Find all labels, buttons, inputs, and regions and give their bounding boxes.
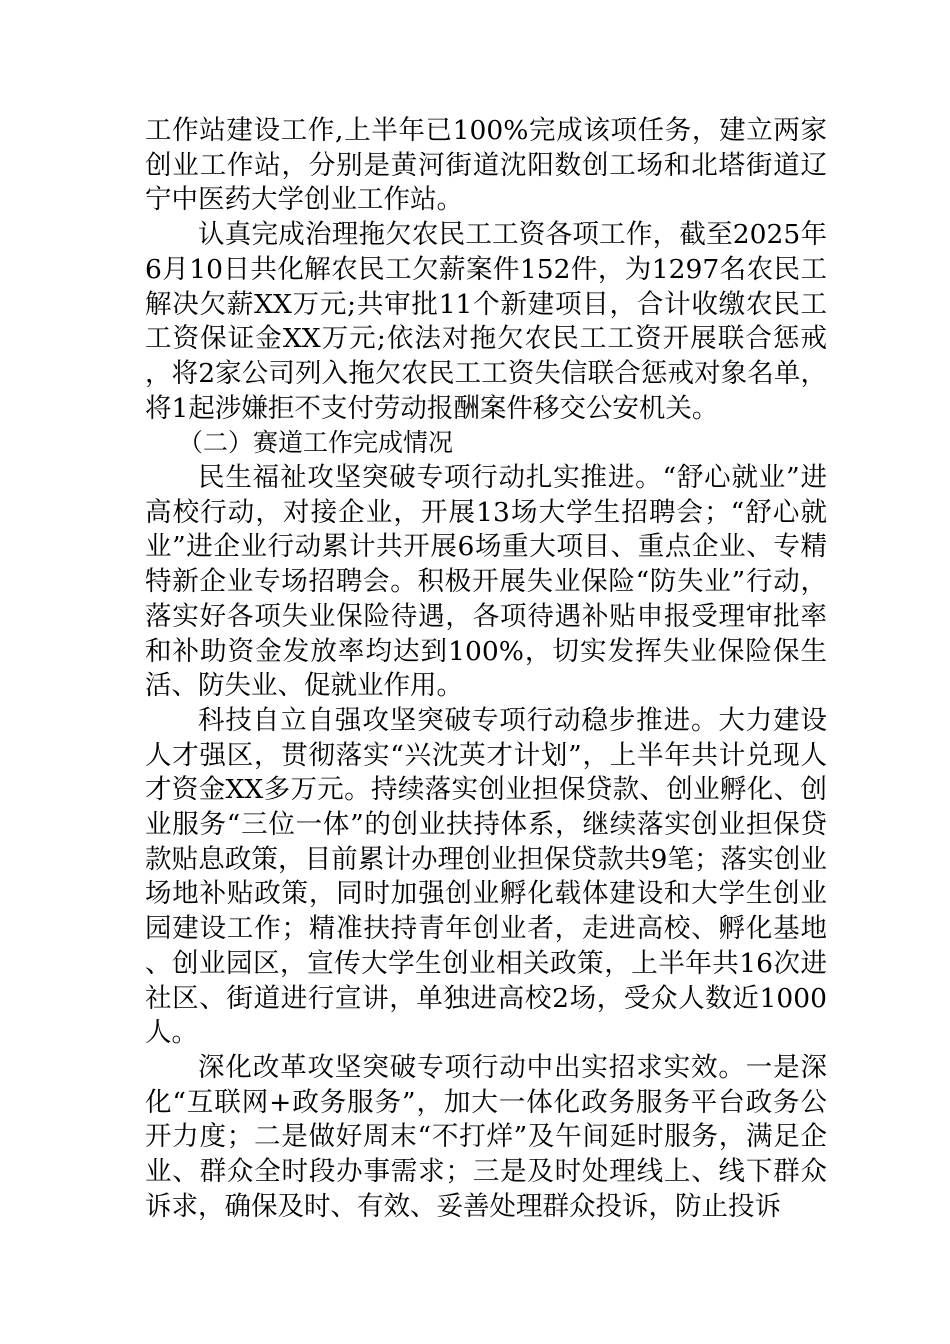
paragraph-workstation-continuation: 工作站建设工作,上半年已100%完成该项任务，建立两家创业工作站，分别是黄河街道沈阳数创工场和北塔街道辽宁中医药大学创业工作站。 — [145, 115, 827, 216]
paragraph-wage-arrears: 认真完成治理拖欠农民工工资各项工作，截至2025年6月10日共化解农民工欠薪案件152件，为1297名农民工解决欠薪XX万元;共审批11个新建项目，合计收缴农民工工资保证金XX万元;依法对拖欠农民工工资开展联合惩戒，将2家公司列入拖欠农民工工资失信联合惩戒对象名单，将1起涉嫌拒不支付劳动报酬案件移交公安机关。 — [145, 219, 827, 424]
paragraph-livelihood: 民生福祉攻坚突破专项行动扎实推进。“舒心就业”进高校行动，对接企业，开展13场大学生招聘会；“舒心就业”进企业行动累计共开展6场重大项目、重点企业、专精特新企业专场招聘会。积极开展失业保险“防失业”行动，落实好各项失业保险待遇，各项待遇补贴申报受理审批率和补助资金发放率均达到100%，切实发挥失业保险保生活、防失业、促就业作用。 — [145, 462, 827, 702]
section-heading-track-work: （二）赛道工作完成情况 — [178, 428, 454, 458]
paragraph-deepen-reform: 深化改革攻坚突破专项行动中出实招求实效。一是深化“互联网+政务服务”，加大一体化政务服务平台政务公开力度；二是做好周末“不打烊”及午间延时服务，满足企业、群众全时段办事需求；三是及时处理线上、线下群众诉求，确保及时、有效、妥善处理群众投诉，防止投诉 — [145, 1051, 827, 1222]
paragraph-tech-self-reliance: 科技自立自强攻坚突破专项行动稳步推进。大力建设人才强区，贯彻落实“兴沈英才计划”，上半年共计兑现人才资金XX多万元。持续落实创业担保贷款、创业孵化、创业服务“三位一体”的创业扶持体系，继续落实创业担保贷款贴息政策，目前累计办理创业担保贷款共9笔；落实创业场地补贴政策，同时加强创业孵化载体建设和大学生创业园建设工作；精准扶持青年创业者，走进高校、孵化基地、创业园区，宣传大学生创业相关政策，上半年共16次进社区、街道进行宣讲，单独进高校2场，受众人数近1000人。 — [145, 704, 827, 1049]
document-body — [145, 114, 827, 1225]
